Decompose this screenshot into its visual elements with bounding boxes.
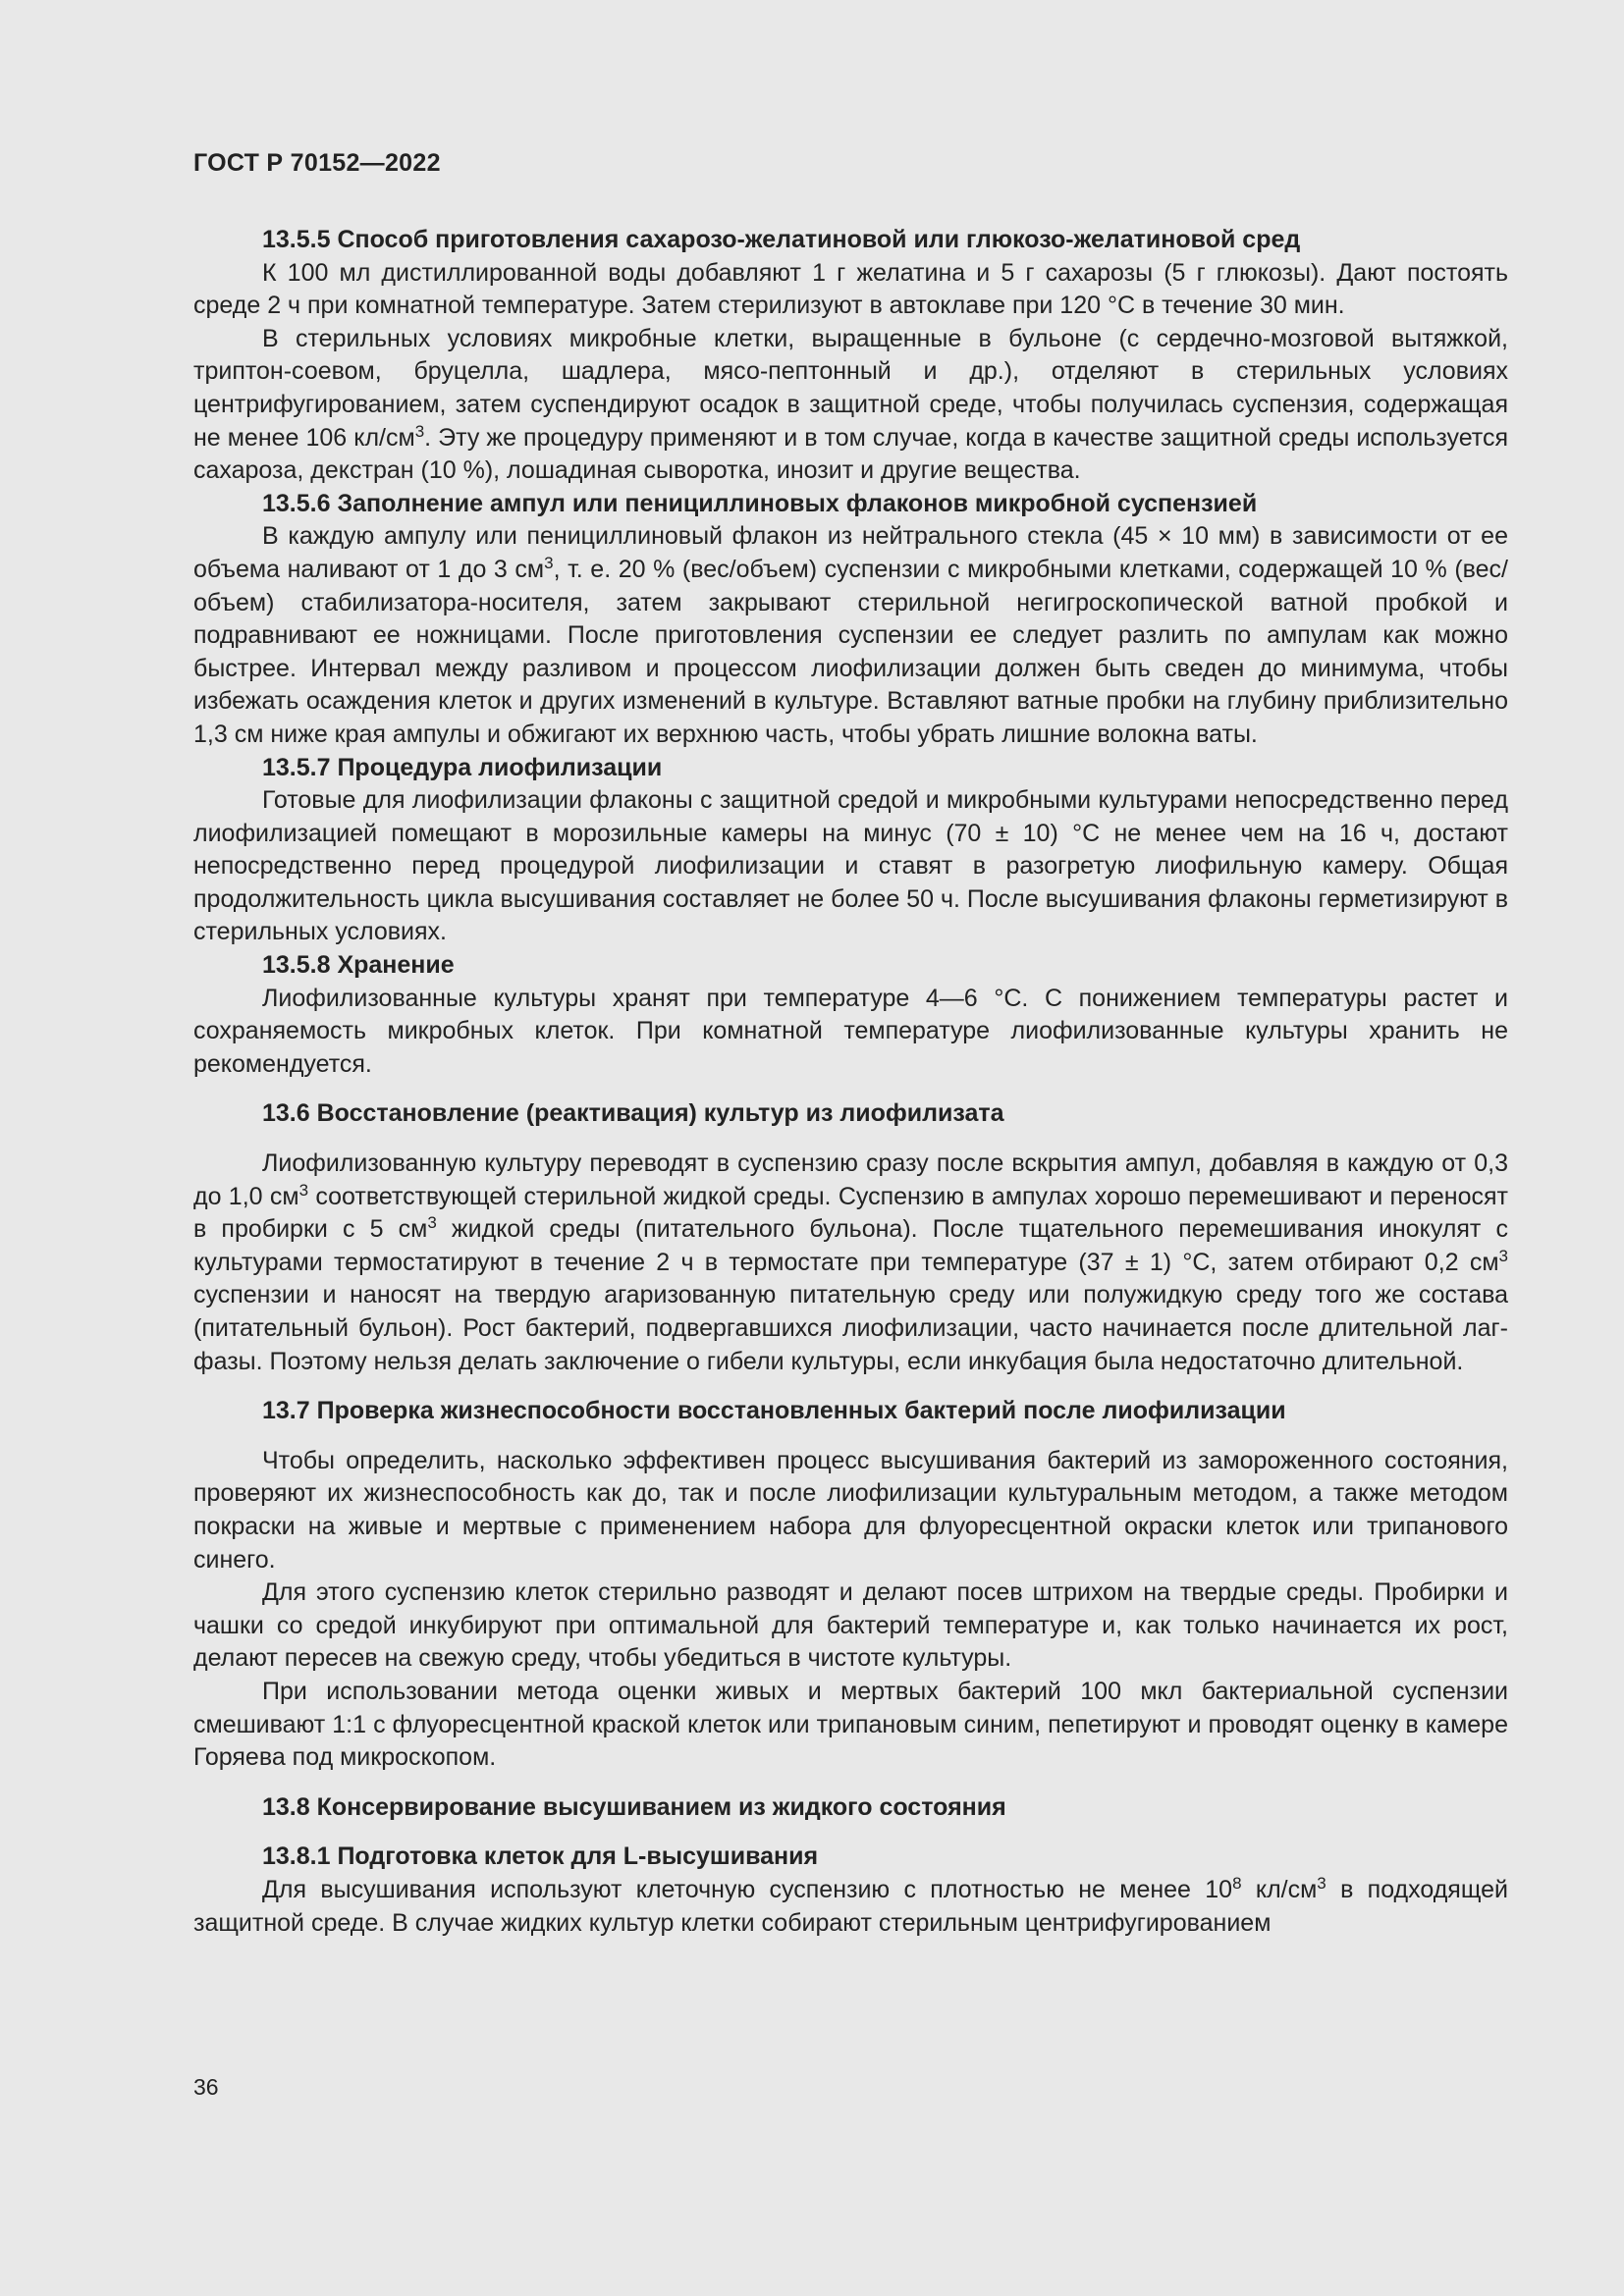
- paragraph: Для этого суспензию клеток стерильно разводят и делают посев штрихом на твердые среды. Пробирки и чашки со средой инкубируют при оптимальной для бактерий температуре и, как только начинается их рост, делают пересев на свежую среду, чтобы убедиться в чистоте культуры.: [193, 1578, 1508, 1673]
- section-heading-13-7: 13.7 Проверка жизнеспособности восстановленных бактерий после лиофилизации: [262, 1397, 1286, 1425]
- text-run: соответствующей стерильной жидкой среды. Суспензию в ампулах хорошо перемешивают и переносят в пробирки с 5 см: [193, 1182, 1508, 1244]
- paragraph: К 100 мл дистиллированной воды добавляют 1 г желатина и 5 г сахарозы (5 г глюкозы). Дают постоять среде 2 ч при комнатной температуре. Затем стерилизуют в автоклаве при 120 °С в течение 30 мин.: [193, 258, 1508, 320]
- superscript: 3: [414, 421, 425, 441]
- text-run: жидкой среды (питательного бульона). После тщательного перемешивания инокулят с культурами термостатируют в течение 2 ч в термостате при температуре (37 ± 1) °С, затем отбирают 0,2 см: [193, 1215, 1508, 1276]
- standard-header: ГОСТ Р 70152—2022: [193, 149, 441, 177]
- section-heading-13-6: 13.6 Восстановление (реактивация) культур из лиофилизата: [262, 1099, 1004, 1128]
- section-heading-13-5-5: 13.5.5 Способ приготовления сахарозо-желатиновой или глюкозо-желатиновой сред: [262, 226, 1301, 253]
- text-run: в подходящей защитной среде. В случае жидких культур клетки собирают стерильным центрифугированием: [193, 1875, 1508, 1937]
- text-run: , т. е. 20 % (вес/объем) суспензии с микробными клетками, содержащей 10 % (вес/объем) стабилизатора-носителя, затем закрывают стерильной негигроскопической ватной пробкой и подравнивают ее ножницами. После приготовления суспензии ее следует разлить по ампулам как можно быстрее. Интервал между разливом и процессом лиофилизации должен быть сведен до минимума, чтобы избежать осаждения клеток и других изменений в культуре. Вставляют ватные пробки на глубину приблизительно 1,3 см ниже края ампулы и обжигают их верхнюю часть, чтобы убрать лишние волокна ваты.: [193, 555, 1508, 748]
- paragraph: При использовании метода оценки живых и мертвых бактерий 100 мкл бактериальной суспензии смешивают 1:1 с флуоресцентной краской клеток или трипановым синим, пепетируют и проводят оценку в камере Горяева под микроскопом.: [193, 1677, 1508, 1772]
- paragraph: [193, 323, 1508, 488]
- section-heading-13-5-8: 13.5.8 Хранение: [262, 951, 455, 980]
- section-heading-13-5-6: 13.5.6 Заполнение ампул или пенициллиновых флаконов микробной суспензией: [262, 489, 1258, 517]
- superscript: 3: [427, 1213, 437, 1233]
- document-body: [193, 224, 1508, 1940]
- text-run: кл/см: [1241, 1875, 1318, 1903]
- superscript: 3: [298, 1180, 309, 1200]
- section-heading-13-8-1: 13.8.1 Подготовка клеток для L-высушивания: [262, 1842, 819, 1871]
- paragraph: [193, 520, 1508, 751]
- page-number: 36: [193, 2074, 219, 2100]
- paragraph: [193, 1874, 1508, 1940]
- superscript: 3: [1498, 1246, 1508, 1265]
- section-heading-13-8: 13.8 Консервирование высушиванием из жидкого состояния: [262, 1792, 1006, 1821]
- paragraph: Лиофилизованные культуры хранят при температуре 4—6 °С. С понижением температуры растет и сохраняемость микробных клеток. При комнатной температуре лиофилизованные культуры хранить не рекомендуется.: [193, 984, 1508, 1078]
- paragraph: Готовые для лиофилизации флаконы с защитной средой и микробными культурами непосредственно перед лиофилизацией помещают в морозильные камеры на минус (70 ± 10) °С не менее чем на 16 ч, достают непосредственно перед процедурой лиофилизации и ставят в разогретую лиофильную камеру. Общая продолжительность цикла высушивания составляет не более 50 ч. После высушивания флаконы герметизируют в стерильных условиях.: [193, 786, 1508, 946]
- text-run: . Эту же процедуру применяют и в том случае, когда в качестве защитной среды используется сахароза, декстран (10 %), лошадиная сыворотка, инозит и другие вещества.: [193, 423, 1508, 485]
- text-run: В стерильных условиях микробные клетки, выращенные в бульоне (с сердечно-мозговой вытяжкой, триптон-соевом, бруцелла, шадлера, мясо-пептонный и др.), отделяют в стерильных условиях центрифугированием, затем суспендируют осадок в защитной среде, чтобы получилась суспензия, содержащая не менее 106 кл/см: [193, 324, 1508, 452]
- text-run: Лиофилизованную культуру переводят в суспензию сразу после вскрытия ампул, добавляя в каждую от 0,3 до 1,0 см: [193, 1149, 1508, 1210]
- section-heading-13-5-7: 13.5.7 Процедура лиофилизации: [262, 753, 663, 781]
- superscript: 8: [1232, 1873, 1242, 1893]
- paragraph: Чтобы определить, насколько эффективен процесс высушивания бактерий из замороженного состояния, проверяют их жизнеспособность как до, так и после лиофилизации культуральным методом, а также методом покраски на живые и мертвые с применением набора для флуоресцентной окраски клеток или трипанового синего.: [193, 1446, 1508, 1574]
- superscript: 3: [1317, 1873, 1326, 1893]
- text-run: В каждую ампулу или пенициллиновый флакон из нейтрального стекла (45 × 10 мм) в зависимости от ее объема наливают от 1 до 3 см: [193, 522, 1508, 583]
- superscript: 3: [544, 553, 554, 572]
- paragraph: [193, 1148, 1508, 1378]
- text-run: суспензии и наносят на твердую агаризованную питательную среду или полужидкую среду того же состава (питательный бульон). Рост бактерий, подвергавшихся лиофилизации, часто начинается после длительной лаг-фазы. Поэтому нельзя делать заключение о гибели культуры, если инкубация была недостаточно длительной.: [193, 1281, 1508, 1375]
- text-run: Для высушивания используют клеточную суспензию с плотностью не менее 10: [262, 1875, 1233, 1903]
